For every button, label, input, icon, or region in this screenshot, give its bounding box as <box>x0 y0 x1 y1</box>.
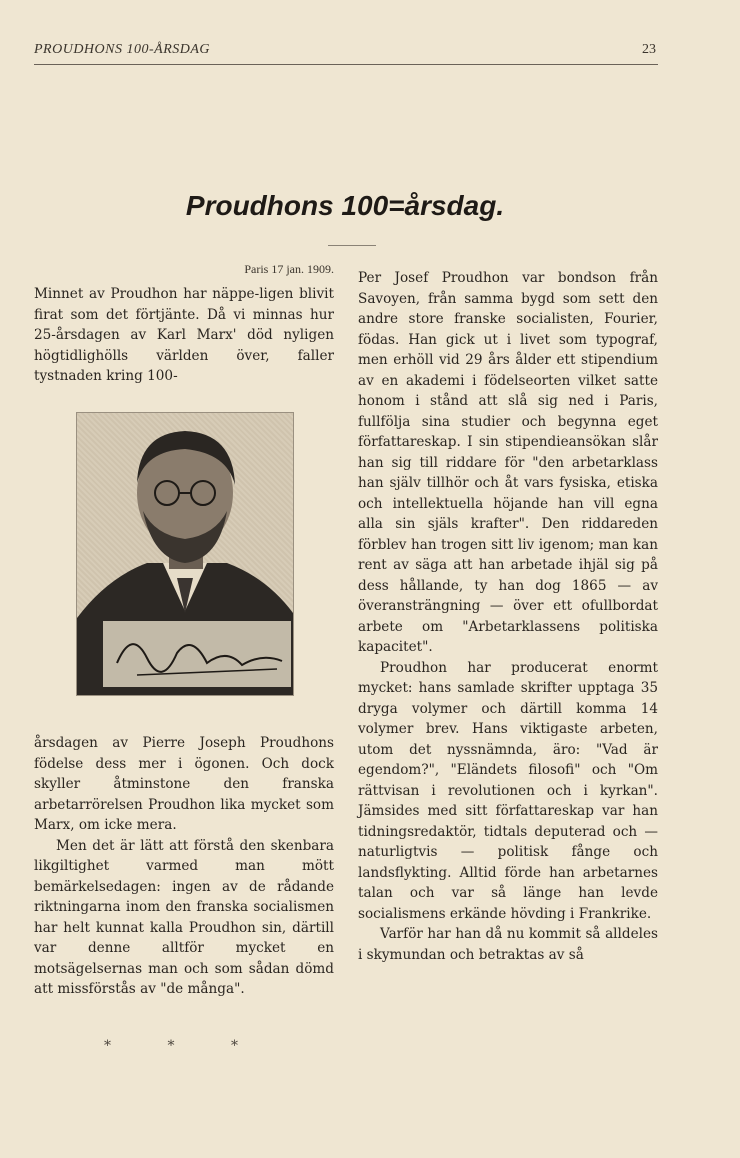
article-title: Proudhons 100=årsdag. <box>185 190 505 221</box>
dateline: Paris 17 jan. 1909. <box>244 262 334 276</box>
paragraph: Proudhon har producerat enormt mycket: hans samlade skrifter upptaga 35 dryga volymer och därtill komma 14 volymer brev. Hans viktigaste arbeten, utom det nyssnämnda, äro: "Vad är egendom?", "Eländets filosofi" och "Om rättvisan i revolutionen och i kyrkan". Jämsides med sitt författareskap var han tidningsredaktör, tidtals deputerad och — naturligtvis — politisk fånge och landsflykting. Alltid förde han arbetarnes talan och var så länge han levde socialismens erkände hövding i Frankrike. <box>358 659 658 922</box>
title-rule <box>328 245 376 246</box>
paragraph: Minnet av Proudhon har näppe-ligen blivit firat som det förtjänte. Då vi minnas hur 25-årsdagen av Karl Marx' död nyligen högtidlighölls världen över, faller tystnaden kring 100- <box>34 286 334 384</box>
paragraph: Varför har han då nu kommit så alldeles i skymundan och betraktas av så <box>358 926 658 963</box>
left-column-bottom <box>34 733 334 1000</box>
header-rule <box>34 64 658 65</box>
page-number: 23 <box>642 42 656 57</box>
paragraph: Men det är lätt att förstå den skenbara likgiltighet varmed man mött bemärkelsedagen: ingen av de rådande riktningarna inom den franska socialismen har helt kunnat kalla Proudhon sin, därtill var denne alltför mycket en motsägelsernas man och som sådan dömd att missförstås av "de många". <box>34 837 334 997</box>
running-head: PROUDHONS 100-ÅRSDAG <box>34 42 211 57</box>
proudhon-portrait <box>76 412 294 696</box>
paragraph: Per Josef Proudhon var bondson från Savoyen, från samma bygd som sett den andre store franske socialisten, Fourier, födas. Han gick ut i livet som typograf, men erhöll vid 29 års ålder ett stipendium av en akademi i födelseorten vilket satte honom i stånd att slå sig ned i Paris, fullfölja sina studier och begynna eget författareskap. I sin stipendieansökan slår han sig till riddare för "den arbetarklass han själv tillhör och åt vars fysiska, etiska och intellektuella höjande han vill egna alla sin själs krafter". Den riddareden förblev han trogen sitt liv igenom; man kan rent av säga att han arbetade ihjäl sig på dess hållande, ty han dog 1865 — av överansträngning — över ett ofullbordat arbete om "Arbetarklassens politiska kapacitet". <box>358 270 658 655</box>
portrait-drawing <box>77 413 293 695</box>
right-column <box>358 268 658 965</box>
section-break: * * * <box>104 1038 264 1054</box>
left-column-top <box>34 284 334 387</box>
paragraph: årsdagen av Pierre Joseph Proudhons födelse dess mer i ögonen. Och dock skyller åtminstone den franska arbetarrörelsen Proudhon lika mycket som Marx, om icke mera. <box>34 735 334 833</box>
